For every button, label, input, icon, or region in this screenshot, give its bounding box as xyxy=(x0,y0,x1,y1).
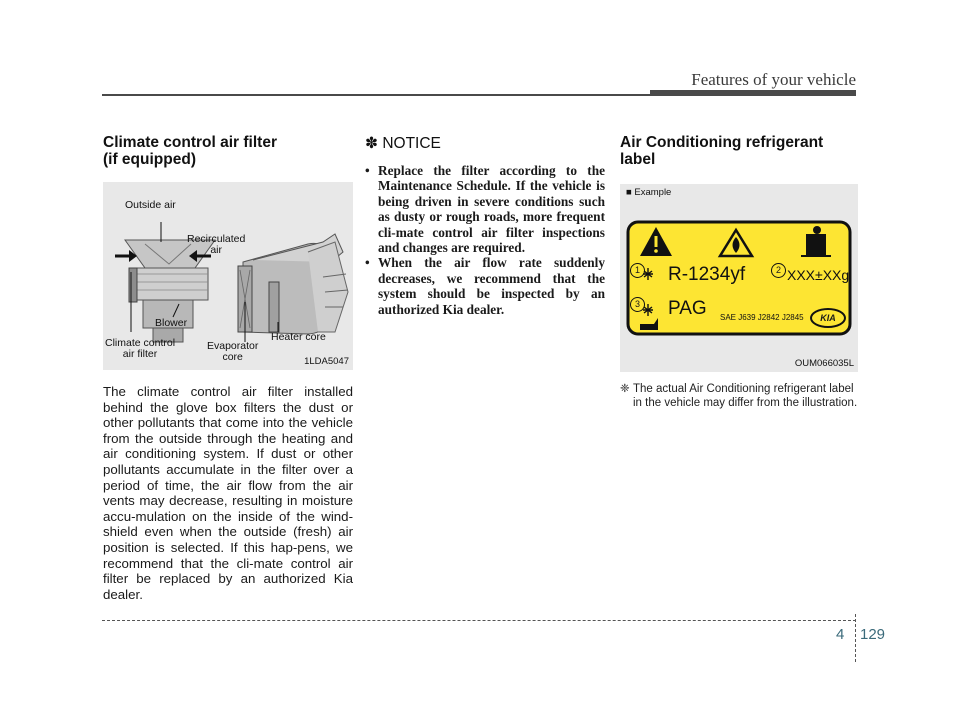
notice-item: • When the air flow rate suddenly decreases, we recommend that the system should be inspected by an authorized Kia dealer. xyxy=(365,255,605,317)
refrigerant-amount: XXX±XXg xyxy=(787,267,850,283)
label-evaporator-core: Evaporator core xyxy=(207,340,259,363)
notice-list xyxy=(365,163,605,317)
footer-rule xyxy=(102,620,856,621)
notice-item: • Replace the filter according to the Maintenance Schedule. If the vehicle is being driven in severe conditions such as dusty or rough roads, more frequent cli-mate control air filter inspections and changes are required. xyxy=(365,163,605,256)
example-label: ■ Example xyxy=(626,187,672,198)
chapter-number: 4 xyxy=(836,626,845,643)
figure-code: OUM066035L xyxy=(794,358,854,369)
left-column xyxy=(103,134,353,616)
section-title-air-filter: Climate control air filter (if equipped) xyxy=(103,134,277,168)
oil-type: PAG xyxy=(668,298,707,319)
right-column xyxy=(620,134,860,410)
refrigerant-type: R-1234yf xyxy=(668,264,746,285)
label-blower: Blower xyxy=(155,317,188,329)
sae-standards: SAE J639 J2842 J2845 xyxy=(720,313,804,322)
page-number-separator xyxy=(855,614,856,662)
header-rule-accent xyxy=(650,90,856,96)
air-filter-diagram xyxy=(103,182,353,370)
notice-title: ✽ NOTICE xyxy=(365,135,441,152)
label-air-filter: Climate control air filter xyxy=(105,337,176,360)
refrigerant-label-figure xyxy=(620,184,858,372)
kia-logo: KIA xyxy=(810,308,846,328)
figure-code: 1LDA5047 xyxy=(304,356,349,367)
footnote: ❈ The actual Air Conditioning refrigerant label in the vehicle may differ from the illustration. xyxy=(620,383,858,409)
refrigerant-number-3: 3 xyxy=(630,297,645,312)
section-title-refrigerant-label: Air Conditioning refrigerant label xyxy=(620,134,824,168)
page-number: 129 xyxy=(860,626,886,643)
notice-box xyxy=(365,134,605,317)
label-recirculated-air: Recirculated air xyxy=(187,233,246,256)
label-heater-core: Heater core xyxy=(271,331,326,343)
air-filter-description: The climate control air filter installed behind the glove box filters the dust or other pollutants that come into the vehicle from the outside through the heating and air conditioning system. If dust or other pollutants accumulate in the filter over a period of time, the air flow from the air vents may decrease, resulting in moisture accu-mulation on the inside of the wind-shield even when the outside (fresh) air position is selected. If this hap-pens, we recommend that the cli-mate control air filter be replaced by an authorized Kia dealer. xyxy=(103,384,353,602)
refrigerant-number-1: 1 xyxy=(630,263,645,278)
label-outside-air: Outside air xyxy=(125,199,176,211)
refrigerant-number-2: 2 xyxy=(771,263,786,278)
running-header: Features of your vehicle xyxy=(691,70,856,89)
